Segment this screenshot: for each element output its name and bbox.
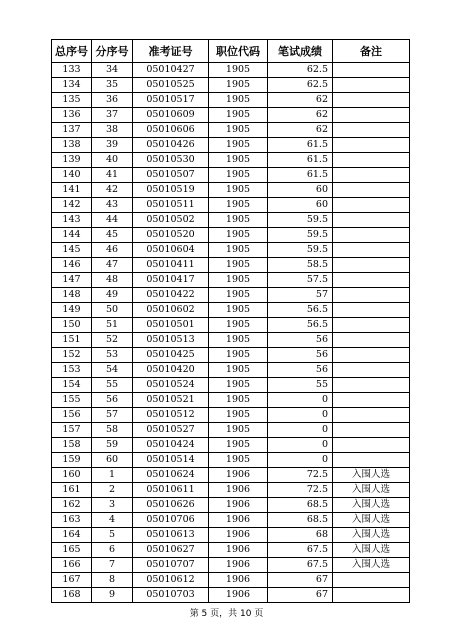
table-row	[52, 498, 410, 513]
position-code-cell: 1906	[209, 543, 268, 558]
remark-cell: 入围人选	[333, 483, 410, 498]
score-cell: 60	[268, 198, 333, 213]
total-seq-cell: 145	[52, 243, 92, 258]
header-position-code: 职位代码	[209, 40, 268, 63]
score-cell: 67.5	[268, 543, 333, 558]
total-seq-cell: 140	[52, 168, 92, 183]
sub-seq-cell: 9	[92, 588, 133, 603]
exam-ticket-cell: 05010501	[133, 318, 209, 333]
score-cell: 0	[268, 453, 333, 468]
score-cell: 67	[268, 588, 333, 603]
remark-cell	[333, 378, 410, 393]
total-seq-cell: 149	[52, 303, 92, 318]
score-cell: 62	[268, 123, 333, 138]
total-seq-cell: 144	[52, 228, 92, 243]
header-exam-ticket: 准考证号	[133, 40, 209, 63]
exam-ticket-cell: 05010703	[133, 588, 209, 603]
remark-cell	[333, 108, 410, 123]
position-code-cell: 1906	[209, 498, 268, 513]
exam-ticket-cell: 05010422	[133, 288, 209, 303]
table-row	[52, 243, 410, 258]
score-cell: 0	[268, 408, 333, 423]
remark-cell	[333, 63, 410, 78]
score-cell: 59.5	[268, 228, 333, 243]
score-cell: 62	[268, 93, 333, 108]
position-code-cell: 1906	[209, 513, 268, 528]
table-row	[52, 153, 410, 168]
table-row	[52, 273, 410, 288]
remark-cell	[333, 93, 410, 108]
position-code-cell: 1905	[209, 168, 268, 183]
remark-cell	[333, 138, 410, 153]
table-row	[52, 93, 410, 108]
score-cell: 67	[268, 573, 333, 588]
table-row	[52, 423, 410, 438]
score-cell: 61.5	[268, 153, 333, 168]
header-remarks: 备注	[333, 40, 410, 63]
remark-cell	[333, 288, 410, 303]
exam-ticket-cell: 05010609	[133, 108, 209, 123]
position-code-cell: 1906	[209, 588, 268, 603]
sub-seq-cell: 59	[92, 438, 133, 453]
exam-ticket-cell: 05010627	[133, 543, 209, 558]
sub-seq-cell: 41	[92, 168, 133, 183]
position-code-cell: 1906	[209, 558, 268, 573]
sub-seq-cell: 56	[92, 393, 133, 408]
exam-ticket-cell: 05010502	[133, 213, 209, 228]
position-code-cell: 1905	[209, 273, 268, 288]
sub-seq-cell: 50	[92, 303, 133, 318]
sub-seq-cell: 43	[92, 198, 133, 213]
exam-ticket-cell: 05010527	[133, 423, 209, 438]
score-cell: 57	[268, 288, 333, 303]
position-code-cell: 1905	[209, 63, 268, 78]
total-seq-cell: 139	[52, 153, 92, 168]
exam-ticket-cell: 05010514	[133, 453, 209, 468]
total-seq-cell: 138	[52, 138, 92, 153]
position-code-cell: 1905	[209, 93, 268, 108]
exam-ticket-cell: 05010519	[133, 183, 209, 198]
sub-seq-cell: 48	[92, 273, 133, 288]
exam-ticket-cell: 05010512	[133, 408, 209, 423]
total-seq-cell: 157	[52, 423, 92, 438]
sub-seq-cell: 49	[92, 288, 133, 303]
total-seq-cell: 154	[52, 378, 92, 393]
position-code-cell: 1905	[209, 153, 268, 168]
table-body	[52, 63, 410, 603]
exam-ticket-cell: 05010524	[133, 378, 209, 393]
table-row	[52, 408, 410, 423]
exam-ticket-cell: 05010525	[133, 78, 209, 93]
exam-ticket-cell: 05010513	[133, 333, 209, 348]
exam-ticket-cell: 05010427	[133, 63, 209, 78]
score-cell: 68.5	[268, 498, 333, 513]
table-row	[52, 528, 410, 543]
sub-seq-cell: 44	[92, 213, 133, 228]
remark-cell	[333, 453, 410, 468]
sub-seq-cell: 47	[92, 258, 133, 273]
total-seq-cell: 167	[52, 573, 92, 588]
exam-ticket-cell: 05010706	[133, 513, 209, 528]
exam-ticket-cell: 05010606	[133, 123, 209, 138]
position-code-cell: 1905	[209, 318, 268, 333]
total-seq-cell: 147	[52, 273, 92, 288]
header-total-seq: 总序号	[52, 40, 92, 63]
position-code-cell: 1905	[209, 138, 268, 153]
position-code-cell: 1906	[209, 468, 268, 483]
position-code-cell: 1905	[209, 378, 268, 393]
score-cell: 60	[268, 183, 333, 198]
score-cell: 0	[268, 438, 333, 453]
score-cell: 58.5	[268, 258, 333, 273]
table-row	[52, 108, 410, 123]
table-row	[52, 198, 410, 213]
remark-cell	[333, 423, 410, 438]
remark-cell: 入围人选	[333, 558, 410, 573]
sub-seq-cell: 4	[92, 513, 133, 528]
table-row	[52, 333, 410, 348]
exam-ticket-cell: 05010604	[133, 243, 209, 258]
position-code-cell: 1905	[209, 123, 268, 138]
sub-seq-cell: 45	[92, 228, 133, 243]
table-row	[52, 558, 410, 573]
position-code-cell: 1905	[209, 453, 268, 468]
sub-seq-cell: 6	[92, 543, 133, 558]
remark-cell	[333, 363, 410, 378]
position-code-cell: 1905	[209, 258, 268, 273]
remark-cell	[333, 318, 410, 333]
total-seq-cell: 168	[52, 588, 92, 603]
remark-cell	[333, 333, 410, 348]
exam-ticket-cell: 05010417	[133, 273, 209, 288]
total-seq-cell: 164	[52, 528, 92, 543]
exam-ticket-cell: 05010602	[133, 303, 209, 318]
position-code-cell: 1906	[209, 483, 268, 498]
position-code-cell: 1905	[209, 213, 268, 228]
sub-seq-cell: 52	[92, 333, 133, 348]
exam-ticket-cell: 05010426	[133, 138, 209, 153]
total-seq-cell: 166	[52, 558, 92, 573]
table-row	[52, 63, 410, 78]
position-code-cell: 1905	[209, 303, 268, 318]
table-row	[52, 438, 410, 453]
score-cell: 68	[268, 528, 333, 543]
header-written-score: 笔试成绩	[268, 40, 333, 63]
exam-ticket-cell: 05010520	[133, 228, 209, 243]
remark-cell: 入围人选	[333, 513, 410, 528]
score-cell: 55	[268, 378, 333, 393]
total-seq-cell: 150	[52, 318, 92, 333]
sub-seq-cell: 36	[92, 93, 133, 108]
remark-cell	[333, 228, 410, 243]
sub-seq-cell: 8	[92, 573, 133, 588]
table-row	[52, 258, 410, 273]
exam-ticket-cell: 05010507	[133, 168, 209, 183]
table-row	[52, 573, 410, 588]
total-seq-cell: 165	[52, 543, 92, 558]
sub-seq-cell: 57	[92, 408, 133, 423]
remark-cell	[333, 213, 410, 228]
remark-cell: 入围人选	[333, 528, 410, 543]
exam-ticket-cell: 05010611	[133, 483, 209, 498]
sub-seq-cell: 38	[92, 123, 133, 138]
score-cell: 56.5	[268, 303, 333, 318]
sub-seq-cell: 60	[92, 453, 133, 468]
sub-seq-cell: 42	[92, 183, 133, 198]
exam-ticket-cell: 05010626	[133, 498, 209, 513]
score-cell: 56.5	[268, 318, 333, 333]
sub-seq-cell: 1	[92, 468, 133, 483]
total-seq-cell: 160	[52, 468, 92, 483]
score-cell: 72.5	[268, 483, 333, 498]
sub-seq-cell: 40	[92, 153, 133, 168]
position-code-cell: 1905	[209, 423, 268, 438]
score-cell: 57.5	[268, 273, 333, 288]
score-cell: 56	[268, 363, 333, 378]
table-row	[52, 588, 410, 603]
remark-cell	[333, 573, 410, 588]
total-seq-cell: 156	[52, 408, 92, 423]
table-row	[52, 468, 410, 483]
remark-cell	[333, 393, 410, 408]
sub-seq-cell: 46	[92, 243, 133, 258]
score-cell: 61.5	[268, 138, 333, 153]
table-row	[52, 378, 410, 393]
position-code-cell: 1905	[209, 243, 268, 258]
sub-seq-cell: 35	[92, 78, 133, 93]
table-row	[52, 393, 410, 408]
table-row	[52, 453, 410, 468]
remark-cell	[333, 588, 410, 603]
total-seq-cell: 137	[52, 123, 92, 138]
sub-seq-cell: 55	[92, 378, 133, 393]
table-row	[52, 303, 410, 318]
table-row	[52, 483, 410, 498]
sub-seq-cell: 2	[92, 483, 133, 498]
table-row	[52, 543, 410, 558]
table-row	[52, 288, 410, 303]
score-cell: 62.5	[268, 63, 333, 78]
total-seq-cell: 143	[52, 213, 92, 228]
remark-cell	[333, 303, 410, 318]
total-seq-cell: 163	[52, 513, 92, 528]
header-row	[52, 40, 410, 63]
exam-ticket-cell: 05010521	[133, 393, 209, 408]
score-cell: 62.5	[268, 78, 333, 93]
exam-ticket-cell: 05010425	[133, 348, 209, 363]
position-code-cell: 1905	[209, 333, 268, 348]
table-row	[52, 123, 410, 138]
table-row	[52, 348, 410, 363]
total-seq-cell: 141	[52, 183, 92, 198]
total-seq-cell: 146	[52, 258, 92, 273]
total-seq-cell: 135	[52, 93, 92, 108]
exam-ticket-cell: 05010424	[133, 438, 209, 453]
total-seq-cell: 142	[52, 198, 92, 213]
total-seq-cell: 133	[52, 63, 92, 78]
remark-cell	[333, 348, 410, 363]
score-cell: 59.5	[268, 213, 333, 228]
remark-cell	[333, 438, 410, 453]
position-code-cell: 1905	[209, 78, 268, 93]
sub-seq-cell: 3	[92, 498, 133, 513]
position-code-cell: 1905	[209, 288, 268, 303]
exam-ticket-cell: 05010624	[133, 468, 209, 483]
position-code-cell: 1905	[209, 363, 268, 378]
score-cell: 0	[268, 393, 333, 408]
remark-cell	[333, 198, 410, 213]
exam-ticket-cell: 05010420	[133, 363, 209, 378]
table-row	[52, 213, 410, 228]
table-row	[52, 78, 410, 93]
score-table	[51, 39, 410, 603]
total-seq-cell: 158	[52, 438, 92, 453]
sub-seq-cell: 53	[92, 348, 133, 363]
table-row	[52, 228, 410, 243]
remark-cell	[333, 168, 410, 183]
table-row	[52, 183, 410, 198]
sub-seq-cell: 7	[92, 558, 133, 573]
score-cell: 62	[268, 108, 333, 123]
sub-seq-cell: 37	[92, 108, 133, 123]
total-seq-cell: 151	[52, 333, 92, 348]
position-code-cell: 1905	[209, 198, 268, 213]
sub-seq-cell: 58	[92, 423, 133, 438]
position-code-cell: 1905	[209, 348, 268, 363]
remark-cell	[333, 273, 410, 288]
score-cell: 68.5	[268, 513, 333, 528]
table-row	[52, 318, 410, 333]
sub-seq-cell: 39	[92, 138, 133, 153]
total-seq-cell: 159	[52, 453, 92, 468]
total-seq-cell: 153	[52, 363, 92, 378]
exam-ticket-cell: 05010707	[133, 558, 209, 573]
remark-cell	[333, 243, 410, 258]
remark-cell	[333, 408, 410, 423]
page-footer: 第 5 页，共 10 页	[189, 609, 264, 619]
score-cell: 72.5	[268, 468, 333, 483]
sub-seq-cell: 54	[92, 363, 133, 378]
position-code-cell: 1905	[209, 408, 268, 423]
remark-cell: 入围人选	[333, 543, 410, 558]
sub-seq-cell: 34	[92, 63, 133, 78]
position-code-cell: 1905	[209, 438, 268, 453]
total-seq-cell: 152	[52, 348, 92, 363]
exam-ticket-cell: 05010612	[133, 573, 209, 588]
remark-cell	[333, 258, 410, 273]
position-code-cell: 1905	[209, 228, 268, 243]
score-cell: 0	[268, 423, 333, 438]
total-seq-cell: 161	[52, 483, 92, 498]
table-row	[52, 168, 410, 183]
score-cell: 59.5	[268, 243, 333, 258]
exam-ticket-cell: 05010530	[133, 153, 209, 168]
remark-cell: 入围人选	[333, 498, 410, 513]
header-sub-seq: 分序号	[92, 40, 133, 63]
remark-cell	[333, 123, 410, 138]
remark-cell	[333, 183, 410, 198]
exam-ticket-cell: 05010511	[133, 198, 209, 213]
position-code-cell: 1906	[209, 528, 268, 543]
total-seq-cell: 134	[52, 78, 92, 93]
position-code-cell: 1906	[209, 573, 268, 588]
sub-seq-cell: 51	[92, 318, 133, 333]
exam-ticket-cell: 05010411	[133, 258, 209, 273]
remark-cell	[333, 153, 410, 168]
total-seq-cell: 155	[52, 393, 92, 408]
exam-ticket-cell: 05010613	[133, 528, 209, 543]
score-cell: 56	[268, 348, 333, 363]
remark-cell: 入围人选	[333, 468, 410, 483]
score-cell: 61.5	[268, 168, 333, 183]
score-cell: 56	[268, 333, 333, 348]
score-cell: 67.5	[268, 558, 333, 573]
position-code-cell: 1905	[209, 393, 268, 408]
exam-ticket-cell: 05010517	[133, 93, 209, 108]
position-code-cell: 1905	[209, 108, 268, 123]
table-row	[52, 513, 410, 528]
total-seq-cell: 148	[52, 288, 92, 303]
position-code-cell: 1905	[209, 183, 268, 198]
total-seq-cell: 136	[52, 108, 92, 123]
table-row	[52, 363, 410, 378]
sub-seq-cell: 5	[92, 528, 133, 543]
remark-cell	[333, 78, 410, 93]
total-seq-cell: 162	[52, 498, 92, 513]
table-row	[52, 138, 410, 153]
